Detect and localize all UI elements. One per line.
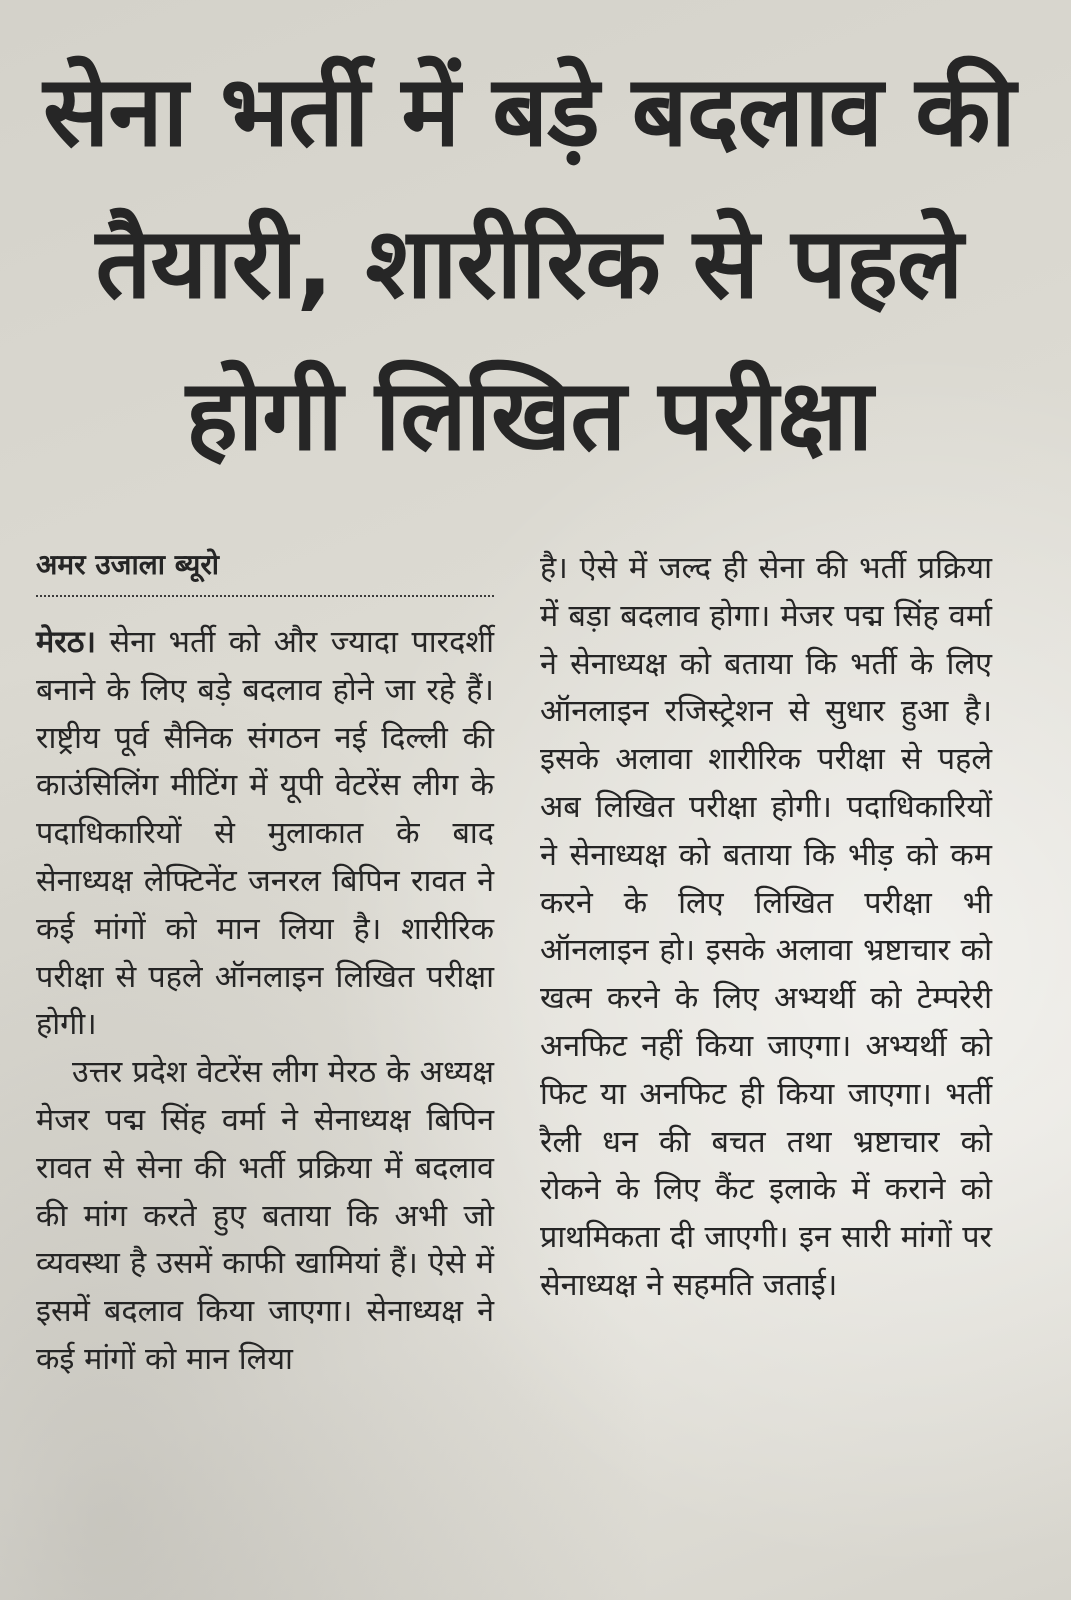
headline: सेना भर्ती में बड़े बदलाव की तैयारी, शारीरिक से पहले होगी लिखित परीक्षा (43, 55, 1015, 473)
article-paragraph-1 (36, 619, 494, 1049)
article-paragraph-2-continued: है। ऐसे में जल्द ही सेना की भर्ती प्रक्रिया में बड़ा बदलाव होगा। मेजर पद्म सिंह वर्मा ने सेनाध्यक्ष को बताया कि भर्ती के लिए ऑनलाइन रजिस्ट्रेशन से सुधार हुआ है। इसके अलावा शारीरिक परीक्षा से पहले अब लिखित परीक्षा होगी। पदाधिकारियों ने सेनाध्यक्ष को बताया कि भीड़ को कम करने के लिए लिखित परीक्षा भी ऑनलाइन हो। इसके अलावा भ्रष्टाचार को खत्म करने के लिए अभ्यर्थी को टेम्परेरी अनफिट नहीं किया जाएगा। अभ्यर्थी को फिट या अनफिट ही किया जाएगा। भर्ती रैली धन की बचत तथा भ्रष्टाचार को रोकने के लिए कैंट इलाके में कराने को प्राथमिकता दी जाएगी। इन सारी मांगों पर सेनाध्यक्ष ने सहमति जताई। (540, 551, 992, 1303)
paragraph-1-text: सेना भर्ती को और ज्यादा पारदर्शी बनाने के लिए बड़े बदलाव होने जा रहे हैं। राष्ट्रीय पूर्व सैनिक संगठन नई दिल्ली की काउंसिलिंग मीटिंग में यूपी वेटरेंस लीग के पदाधिकारियों से मुलाकात के बाद सेनाध्यक्ष लेफ्टिनेंट जनरल बिपिन रावत ने कई मांगों को मान लिया है। शारीरिक परीक्षा से पहले ऑनलाइन लिखित परीक्षा होगी। (36, 625, 494, 1043)
article-paragraph-2: उत्तर प्रदेश वेटरेंस लीग मेरठ के अध्यक्ष मेजर पद्म सिंह वर्मा ने सेनाध्यक्ष बिपिन रावत से सेना की भर्ती प्रक्रिया में बदलाव की मांग करते हुए बताया कि अभी जो व्यवस्था है उसमें काफी खामियां हैं। ऐसे में इसमें बदलाव किया जाएगा। सेनाध्यक्ष ने कई मांगों को मान लिया (36, 1055, 494, 1377)
article-column-right (540, 545, 992, 1310)
article-column-left (36, 545, 494, 1384)
byline: अमर उजाला ब्यूरो (36, 548, 220, 581)
dateline: मेरठ। (36, 625, 96, 660)
byline-divider (36, 595, 494, 597)
